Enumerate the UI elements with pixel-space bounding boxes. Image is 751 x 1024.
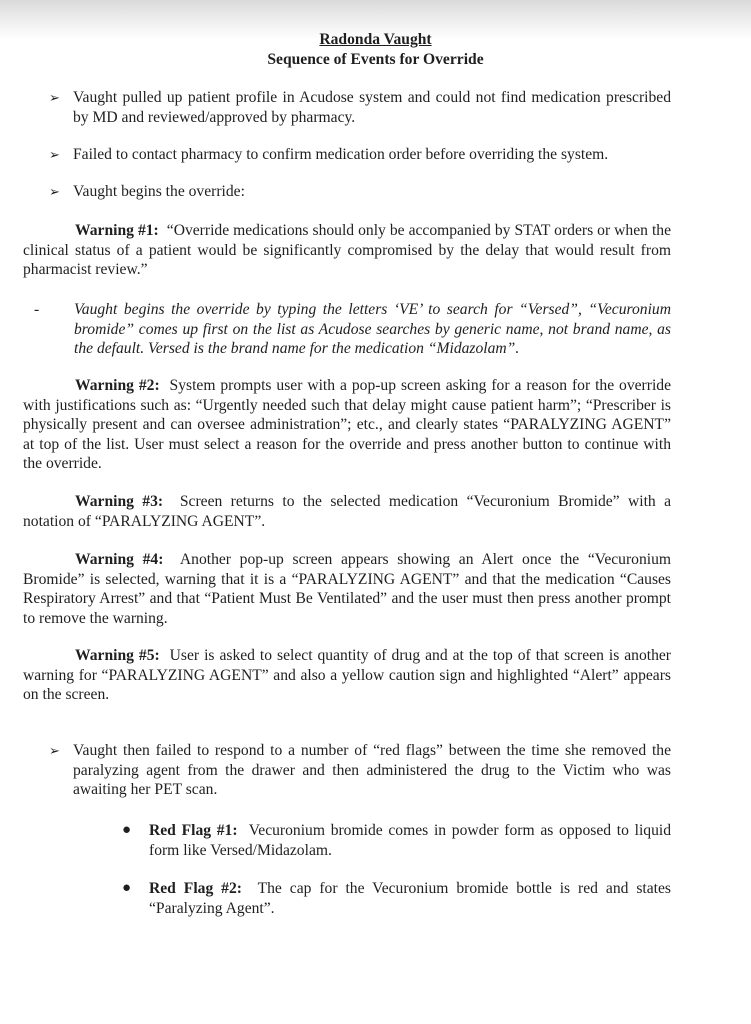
list-item — [49, 145, 671, 165]
warning-paragraph: Warning #5: User is asked to select quantity of drug and at the top of that screen is another warning for “PARALYZING AGENT” and also a yellow caution sign and highlighted “Alert” appears on the screen. — [23, 647, 671, 703]
list-item-text: Failed to contact pharmacy to confirm medication order before overriding the system. — [73, 146, 609, 163]
document-subtitle: Sequence of Events for Override — [267, 51, 484, 68]
warning-label: Warning #1 — [75, 222, 154, 239]
list-item — [49, 88, 671, 127]
list-item — [49, 741, 671, 800]
warning-label: Warning #2 — [75, 377, 155, 394]
list-item-text: Vaught pulled up patient profile in Acudose system and could not find medication prescribed by MD and reviewed/approved by pharmacy. — [73, 89, 671, 126]
arrow-bullet-icon: ➢ — [49, 147, 60, 162]
italic-note — [34, 300, 671, 359]
list-item-text: Vaught begins the override: — [73, 183, 245, 200]
list-item-text: Vaught then failed to respond to a number of “red flags” between the time she removed the paralyzing agent from the drawer and then administered the drug to the Victim who was awaiting her PET scan. — [73, 742, 671, 798]
red-flag-item: ● Red Flag #2: The cap for the Vecuronium bromide bottle is red and states “Paralyzing Agent”. — [122, 880, 671, 917]
warning-label: Warning #3 — [75, 493, 158, 510]
document-title: Radonda Vaught — [319, 31, 432, 48]
bullet-icon: ● — [122, 880, 132, 896]
list-item — [49, 182, 671, 202]
dash-bullet: - — [34, 301, 40, 318]
warning-paragraph: Warning #3: Screen returns to the selected medication “Vecuronium Bromide” with a notation of “PARALYZING AGENT”. — [23, 493, 671, 530]
warning-text: Another pop-up screen appears showing an Alert once the “Vecuronium Bromide” is selected, warning that it is a “PARALYZING AGENT” and that the medication “Causes Respiratory Arrest” and that “Patient Must Be Ventilated” and the user must then press another prompt to remove the warning. — [23, 551, 672, 627]
red-flag-text: Vecuronium bromide comes in powder form as opposed to liquid form like Versed/Midazolam. — [149, 822, 672, 859]
arrow-bullet-icon: ➢ — [49, 184, 60, 199]
warning-paragraph: Warning #2: System prompts user with a pop-up screen asking for a reason for the override with justifications such as: “Urgently needed such that delay might cause patient harm”; “Prescriber is physically present and can oversee administration”; etc., and clearly states “PARALYZING AGENT” at top of the list. User must select a reason for the override and press another button to continue with the override. — [23, 377, 671, 472]
warning-label: Warning #5 — [75, 647, 155, 664]
red-flag-item: ● Red Flag #1: Vecuronium bromide comes in powder form as opposed to liquid form like Versed/Midazolam. — [122, 822, 672, 859]
warning-text: User is asked to select quantity of drug and at the top of that screen is another warning for “PARALYZING AGENT” and also a yellow caution sign and highlighted “Alert” appears on the screen. — [23, 647, 671, 703]
red-flag-text: The cap for the Vecuronium bromide bottle is red and states “Paralyzing Agent”. — [149, 880, 671, 917]
bullet-icon: ● — [122, 822, 132, 838]
red-flag-label: Red Flag #2 — [149, 880, 237, 897]
red-flag-label: Red Flag #1 — [149, 822, 233, 839]
warning-text: System prompts user with a pop-up screen asking for a reason for the override with justifications such as: “Urgently needed such that delay might cause patient harm”; “Prescriber is physically present and can oversee administration”; etc., and clearly states “PARALYZING AGENT” at top of the list. User must select a reason for the override and press another button to continue with the override. — [23, 377, 671, 472]
warning-text: “Override medications should only be accompanied by STAT orders or when the clinical status of a patient would be significantly compromised by the delay that would result from pharmacist review.” — [23, 222, 672, 278]
italic-note-text: Vaught begins the override by typing the letters ‘VE’ to search for “Versed”, “Vecuronium bromide” comes up first on the list as Acudose searches by generic name, not brand name, as the default. Versed is the brand name for the medication “Midazolam”. — [74, 301, 671, 357]
arrow-bullet-icon: ➢ — [49, 90, 60, 105]
arrow-bullet-icon: ➢ — [49, 743, 60, 758]
warning-paragraph: Warning #4: Another pop-up screen appears showing an Alert once the “Vecuronium Bromide” is selected, warning that it is a “PARALYZING AGENT” and that the medication “Causes Respiratory Arrest” and that “Patient Must Be Ventilated” and the user must then press another prompt to remove the warning. — [23, 551, 672, 627]
warning-label: Warning #4 — [75, 551, 159, 568]
warning-paragraph: Warning #1: “Override medications should only be accompanied by STAT orders or when the clinical status of a patient would be significantly compromised by the delay that would result from pharmacist review.” — [23, 222, 672, 278]
warning-text: Screen returns to the selected medication “Vecuronium Bromide” with a notation of “PARALYZING AGENT”. — [23, 493, 671, 530]
